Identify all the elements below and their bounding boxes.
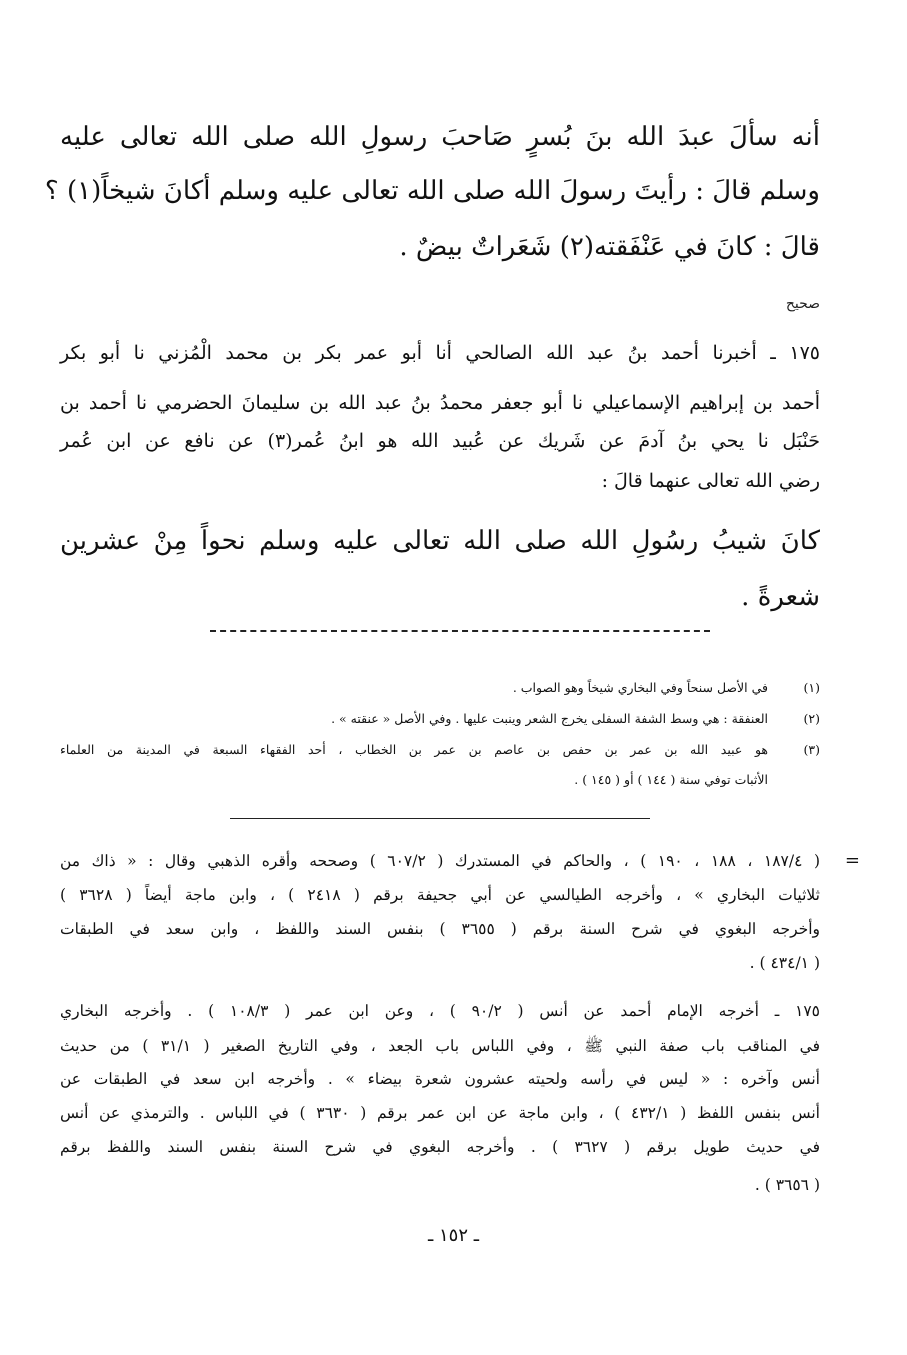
isnad-175-line-2: أحمد بن إبراهيم الإسماعيلي نا أبو جعفر محمدُ بنُ عبد الله بن سليمانَ الحضرمي نا أحمد بن (60, 392, 820, 414)
commentary-175-line-1: ١٧٥ ـ أخرجه الإمام أحمد عن أنس ( ٩٠/٢ ) ، وعن ابن عمر ( ١٠٨/٣ ) . وأخرجه البخاري (60, 1002, 820, 1020)
footnote-1-number: (١) (803, 680, 820, 695)
footnote-3-text-line-2: الأثبات توفي سنة ( ١٤٤ ) أو ( ١٤٥ ) . (574, 772, 768, 787)
commentary-175-line-6: ( ٣٦٥٦ ) . (754, 1176, 820, 1194)
footnote-2-number: (٢) (803, 711, 820, 726)
commentary-174-line-3: وأخرجه البغوي في شرح السنة برقم ( ٣٦٥٥ ) بنفس السند واللفظ ، وابن سعد في الطبقات (60, 920, 820, 938)
footnote-3-text-line-1: هو عبيد الله بن عمر بن حفص بن عاصم بن عمر بن الخطاب ، أحد الفقهاء السبعة في المدينة من العلماء (60, 742, 768, 757)
footnote-2-text: العنفقة : هي وسط الشفة السفلى يخرج الشعر وينبت عليها . وفي الأصل « عنقته » . (331, 711, 768, 726)
commentary-174-line-2: ثلاثيات البخاري » ، وأخرجه الطيالسي عن أبي جحيفة برقم ( ٢٤١٨ ) ، وابن ماجة أيضاً ( ٣٦٢٨ ) (60, 886, 820, 904)
commentary-174-line-4: ( ٤٣٤/١ ) . (749, 954, 820, 972)
isnad-175-line-1: ١٧٥ ـ أخبرنا أحمد بنُ عبد الله الصالحي أنا أبو عمر بكر بن محمد الْمُزني نا أبو بكر (60, 342, 820, 364)
commentary-174-line-1: ( ١٨٧/٤ ، ١٨٨ ، ١٩٠ ) ، والحاكم في المستدرك ( ٦٠٧/٢ ) وصححه وأقره الذهبي وقال : « ذاك من (60, 852, 821, 870)
continuation-marker: = (844, 850, 860, 871)
commentary-175-line-2: في المناقب باب صفة النبي ﷺ ، وفي اللباس باب الجعد ، وفي التاريخ الصغير ( ٣١/١ ) من حديث (60, 1037, 820, 1055)
footnote-1-text: في الأصل سنحاً وفي البخاري شيخاً وهو الصواب . (512, 680, 768, 695)
footnote-separator (210, 630, 710, 632)
footnote-3-number: (٣) (803, 742, 820, 757)
hadith-174-line-3: قالَ : كانَ في عَنْفَقته(٢) شَعَراتٌ بيضٌ . (399, 232, 820, 262)
book-page (44, 0, 860, 1355)
hadith-grade-label: صحيح (785, 296, 820, 312)
commentary-175-line-3: أنس وآخره : « ليس في رأسه ولحيته عشرون شعرة بيضاء » . وأخرجه ابن سعد في الطبقات عن (60, 1070, 820, 1088)
matn-175-line-1: كانَ شيبُ رسُولِ الله صلى الله تعالى عليه وسلم نحواً مِنْ عشرين (60, 526, 821, 556)
page-number: ـ ١٥٢ ـ (427, 1225, 479, 1246)
commentary-175-line-5: في حديث طويل برقم ( ٣٦٢٧ ) . وأخرجه البغوي في شرح السنة بنفس السند واللفظ برقم (60, 1138, 820, 1156)
hadith-174-line-2: وسلم قالَ : رأيتَ رسولَ الله صلى الله تعالى عليه وسلم أكانَ شيخاً(١) ؟ (44, 176, 820, 206)
matn-175-line-2: شعرةً . (741, 582, 820, 612)
commentary-separator (230, 818, 650, 819)
isnad-175-line-4: رضي الله تعالى عنهما قالَ : (601, 470, 820, 492)
commentary-175-line-4: أنس بنفس اللفظ ( ٤٣٢/١ ) ، وابن ماجة عن ابن عمر برقم ( ٣٦٣٠ ) في اللباس . والترمذي عن أنس (60, 1104, 820, 1122)
isnad-175-line-3: حَنْبَل نا يحي بنُ آدمَ عن شَريك عن عُبيد الله هو ابنُ عُمر(٣) عن نافع عن ابن عُمر (60, 430, 820, 452)
hadith-174-line-1: أنه سألَ عبدَ الله بنَ بُسرٍ صَاحبَ رسولِ الله صلى الله تعالى عليه (60, 122, 820, 152)
